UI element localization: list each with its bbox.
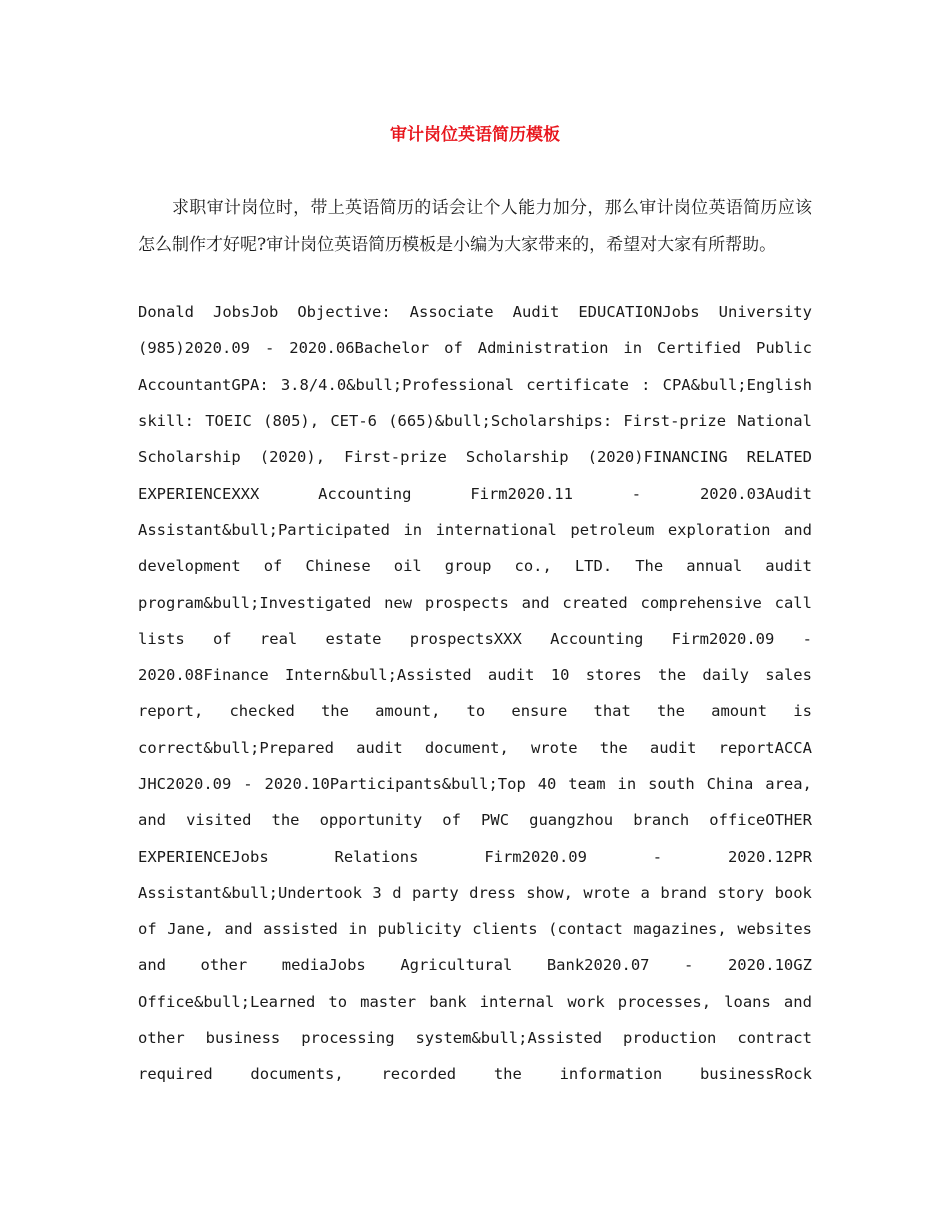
- body-text-line: EXPERIENCEXXX Accounting Firm2020.11 - 2020.03Audit: [138, 484, 812, 503]
- body-text-line: required documents, recorded the information businessRock: [138, 1065, 812, 1084]
- body-text-line: report, checked the amount, to ensure that the amount is: [138, 702, 812, 721]
- body-text-line: program&bull;Investigated new prospects and created comprehensive call: [138, 593, 812, 612]
- body-text-line: 2020.08Finance Intern&bull;Assisted audit 10 stores the daily sales: [138, 666, 812, 685]
- body-text-line: development of Chinese oil group co., LTD. The annual audit: [138, 557, 812, 576]
- body-text-line: other business processing system&bull;Assisted production contract: [138, 1029, 812, 1048]
- body-text-line: (985)2020.09 - 2020.06Bachelor of Administration in Certified Public: [138, 339, 812, 358]
- intro-paragraph: 求职审计岗位时，带上英语简历的话会让个人能力加分，那么审计岗位英语简历应该怎么制作才好呢?审计岗位英语简历模板是小编为大家带来的，希望对大家有所帮助。: [138, 198, 812, 255]
- document-title: 审计岗位英语简历模板: [390, 125, 560, 145]
- body-text-line: correct&bull;Prepared audit document, wrote the audit reportACCA: [138, 738, 812, 757]
- body-text-line: Office&bull;Learned to master bank internal work processes, loans and: [138, 992, 812, 1011]
- body-text-line: Assistant&bull;Participated in international petroleum exploration and: [138, 520, 812, 539]
- body-text-line: AccountantGPA: 3.8/4.0&bull;Professional certificate : CPA&bull;English: [138, 375, 812, 394]
- body-text-line: lists of real estate prospectsXXX Accounting Firm2020.09 -: [138, 629, 812, 648]
- body-text-line: Donald JobsJob Objective: Associate Audit EDUCATIONJobs University: [138, 303, 812, 322]
- body-text-line: JHC2020.09 - 2020.10Participants&bull;Top 40 team in south China area,: [138, 775, 812, 793]
- body-text-line: and visited the opportunity of PWC guangzhou branch officeOTHER: [138, 811, 812, 830]
- body-text-line: of Jane, and assisted in publicity clients (contact magazines, websites: [138, 920, 812, 939]
- body-text-line: EXPERIENCEJobs Relations Firm2020.09 - 2020.12PR: [138, 847, 812, 866]
- resume-body-text: [138, 294, 812, 1093]
- body-text-line: skill: TOEIC (805), CET-6 (665)&bull;Scholarships: First-prize National: [138, 412, 812, 431]
- body-text-line: Scholarship (2020), First-prize Scholarship (2020)FINANCING RELATED: [138, 448, 812, 467]
- body-text-line: Assistant&bull;Undertook 3 d party dress show, wrote a brand story book: [138, 883, 812, 902]
- body-text-line: and other mediaJobs Agricultural Bank2020.07 - 2020.10GZ: [138, 956, 812, 975]
